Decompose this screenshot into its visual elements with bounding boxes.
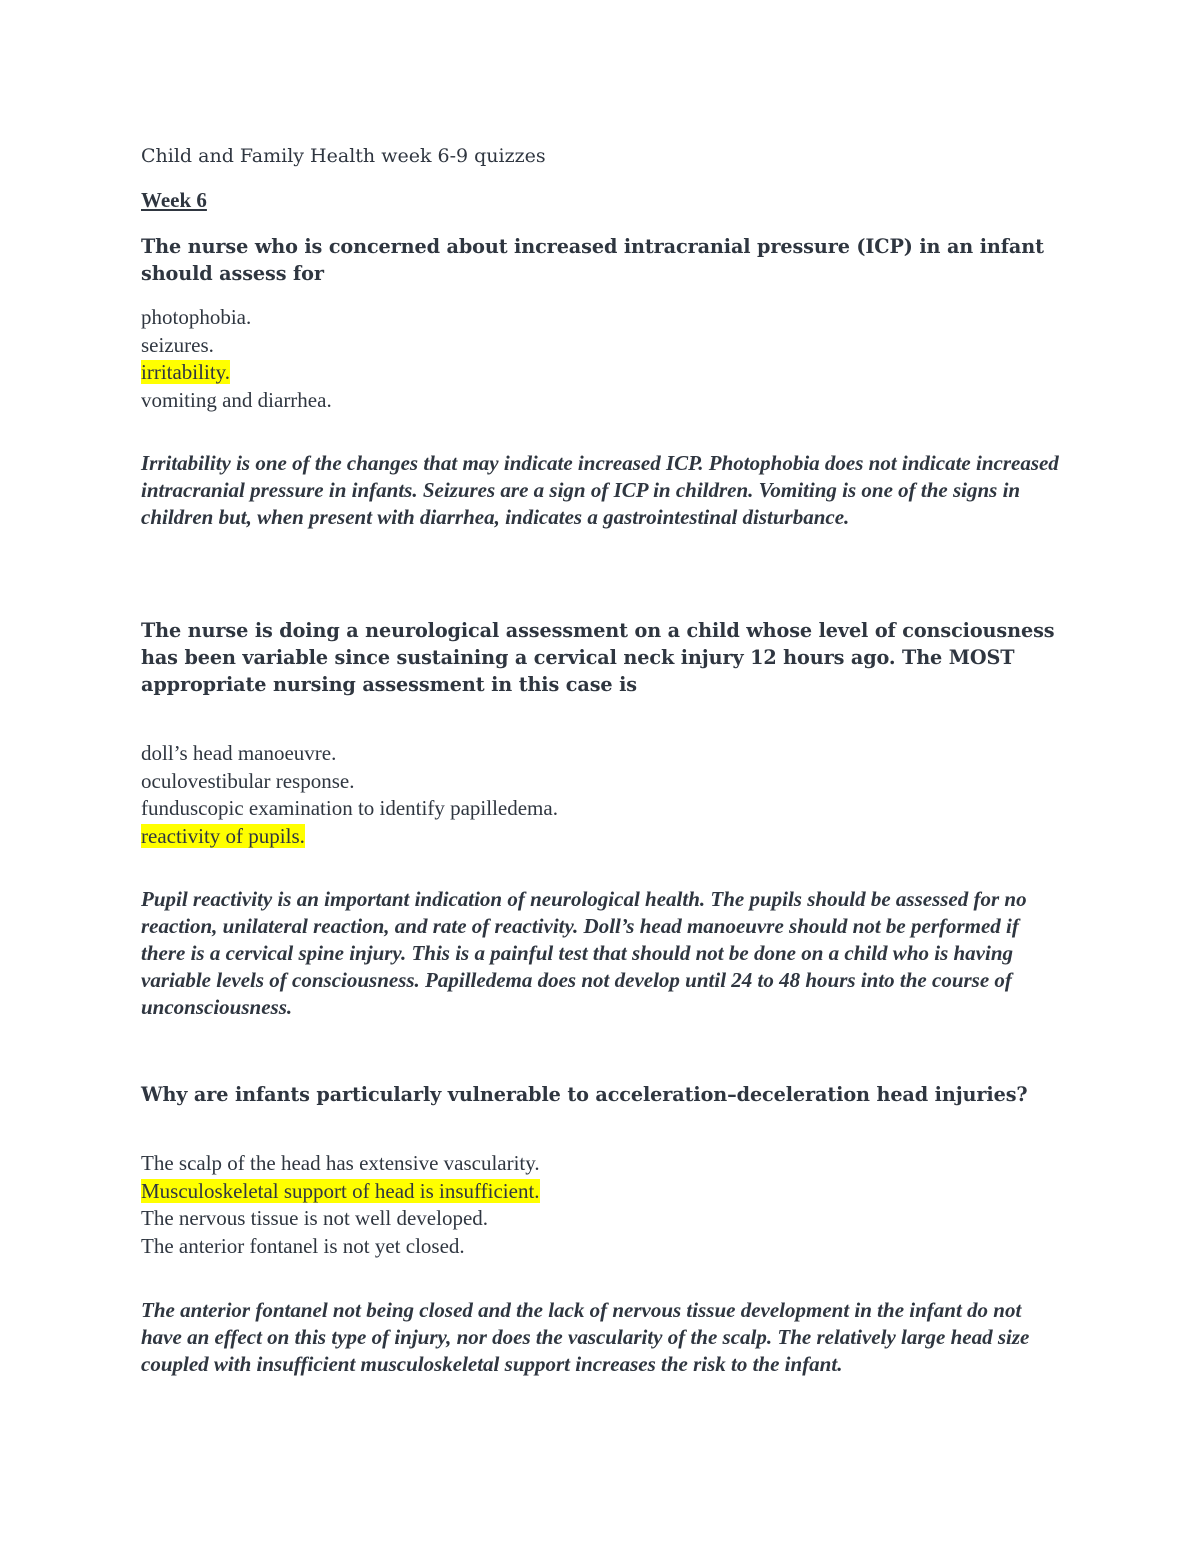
question-3-rationale [141, 1297, 1061, 1378]
question-2-rationale [141, 886, 1061, 1021]
question-1-option-1: photophobia. [141, 305, 252, 329]
question-1-rationale [141, 450, 1061, 531]
question-2 [141, 617, 1061, 698]
question-1-text: The nurse who is concerned about increased intracranial pressure (ICP) in an infant should assess for [141, 235, 1044, 285]
document-title: Child and Family Health week 6-9 quizzes [141, 145, 546, 167]
question-1-options [141, 304, 1061, 414]
answer-highlight: Musculoskeletal support of head is insufficient. [141, 1178, 540, 1203]
week-heading: Week 6 [141, 188, 207, 212]
rationale-text: The anterior fontanel not being closed and the lack of nervous tissue development in the infant do not have an effect on this type of injury, nor does the vascularity of the scalp. The relatively large head size coupled with insufficient musculoskeletal support increases the risk to the infant. [141, 1298, 1030, 1376]
rationale-text: Irritability is one of the changes that may indicate increased ICP. Photophobia does not indicate increased intracranial pressure in infants. Seizures are a sign of ICP in children. Vomiting is one of the signs in children but, when present with diarrhea, indicates a gastrointestinal disturbance. [141, 451, 1059, 529]
question-2-text: The nurse is doing a neurological assessment on a child whose level of consciousness has been variable since sustaining a cervical neck injury 12 hours ago. The MOST appropriate nursing assessment in this case is [141, 619, 1055, 696]
question-3-option-1: The scalp of the head has extensive vascularity. [141, 1151, 540, 1175]
question-3-option-2-correct [141, 1178, 1061, 1206]
question-3-text: Why are infants particularly vulnerable to acceleration–deceleration head injuries? [141, 1083, 1028, 1106]
question-2-options [141, 740, 1061, 850]
question-1 [141, 233, 1061, 287]
question-2-option-4-correct [141, 823, 1061, 851]
question-2-option-1: doll’s head manoeuvre. [141, 741, 337, 765]
answer-highlight: reactivity of pupils. [141, 823, 305, 848]
question-3-option-4: The anterior fontanel is not yet closed. [141, 1233, 465, 1258]
question-3-options [141, 1150, 1061, 1260]
question-2-option-2: oculovestibular response. [141, 768, 355, 793]
question-1-option-2: seizures. [141, 332, 214, 357]
question-2-option-3: funduscopic examination to identify papilledema. [141, 796, 558, 820]
answer-highlight: irritability. [141, 360, 231, 384]
question-1-option-4: vomiting and diarrhea. [141, 387, 332, 412]
rationale-text: Pupil reactivity is an important indication of neurological health. The pupils should be assessed for no reaction, unilateral reaction, and rate of reactivity. Doll’s head manoeuvre should not be performed if there is a cervical spine injury. This is a painful test that should not be done on a child who is having variable levels of consciousness. Papilledema does not develop until 24 to 48 hours into the course of unconsciousness. [141, 887, 1027, 1019]
question-1-option-3-correct [141, 359, 1061, 387]
question-3-option-3: The nervous tissue is not well developed. [141, 1206, 489, 1230]
week-heading-block [141, 187, 1061, 223]
document-title-block [141, 143, 1061, 186]
question-3 [141, 1081, 1061, 1108]
